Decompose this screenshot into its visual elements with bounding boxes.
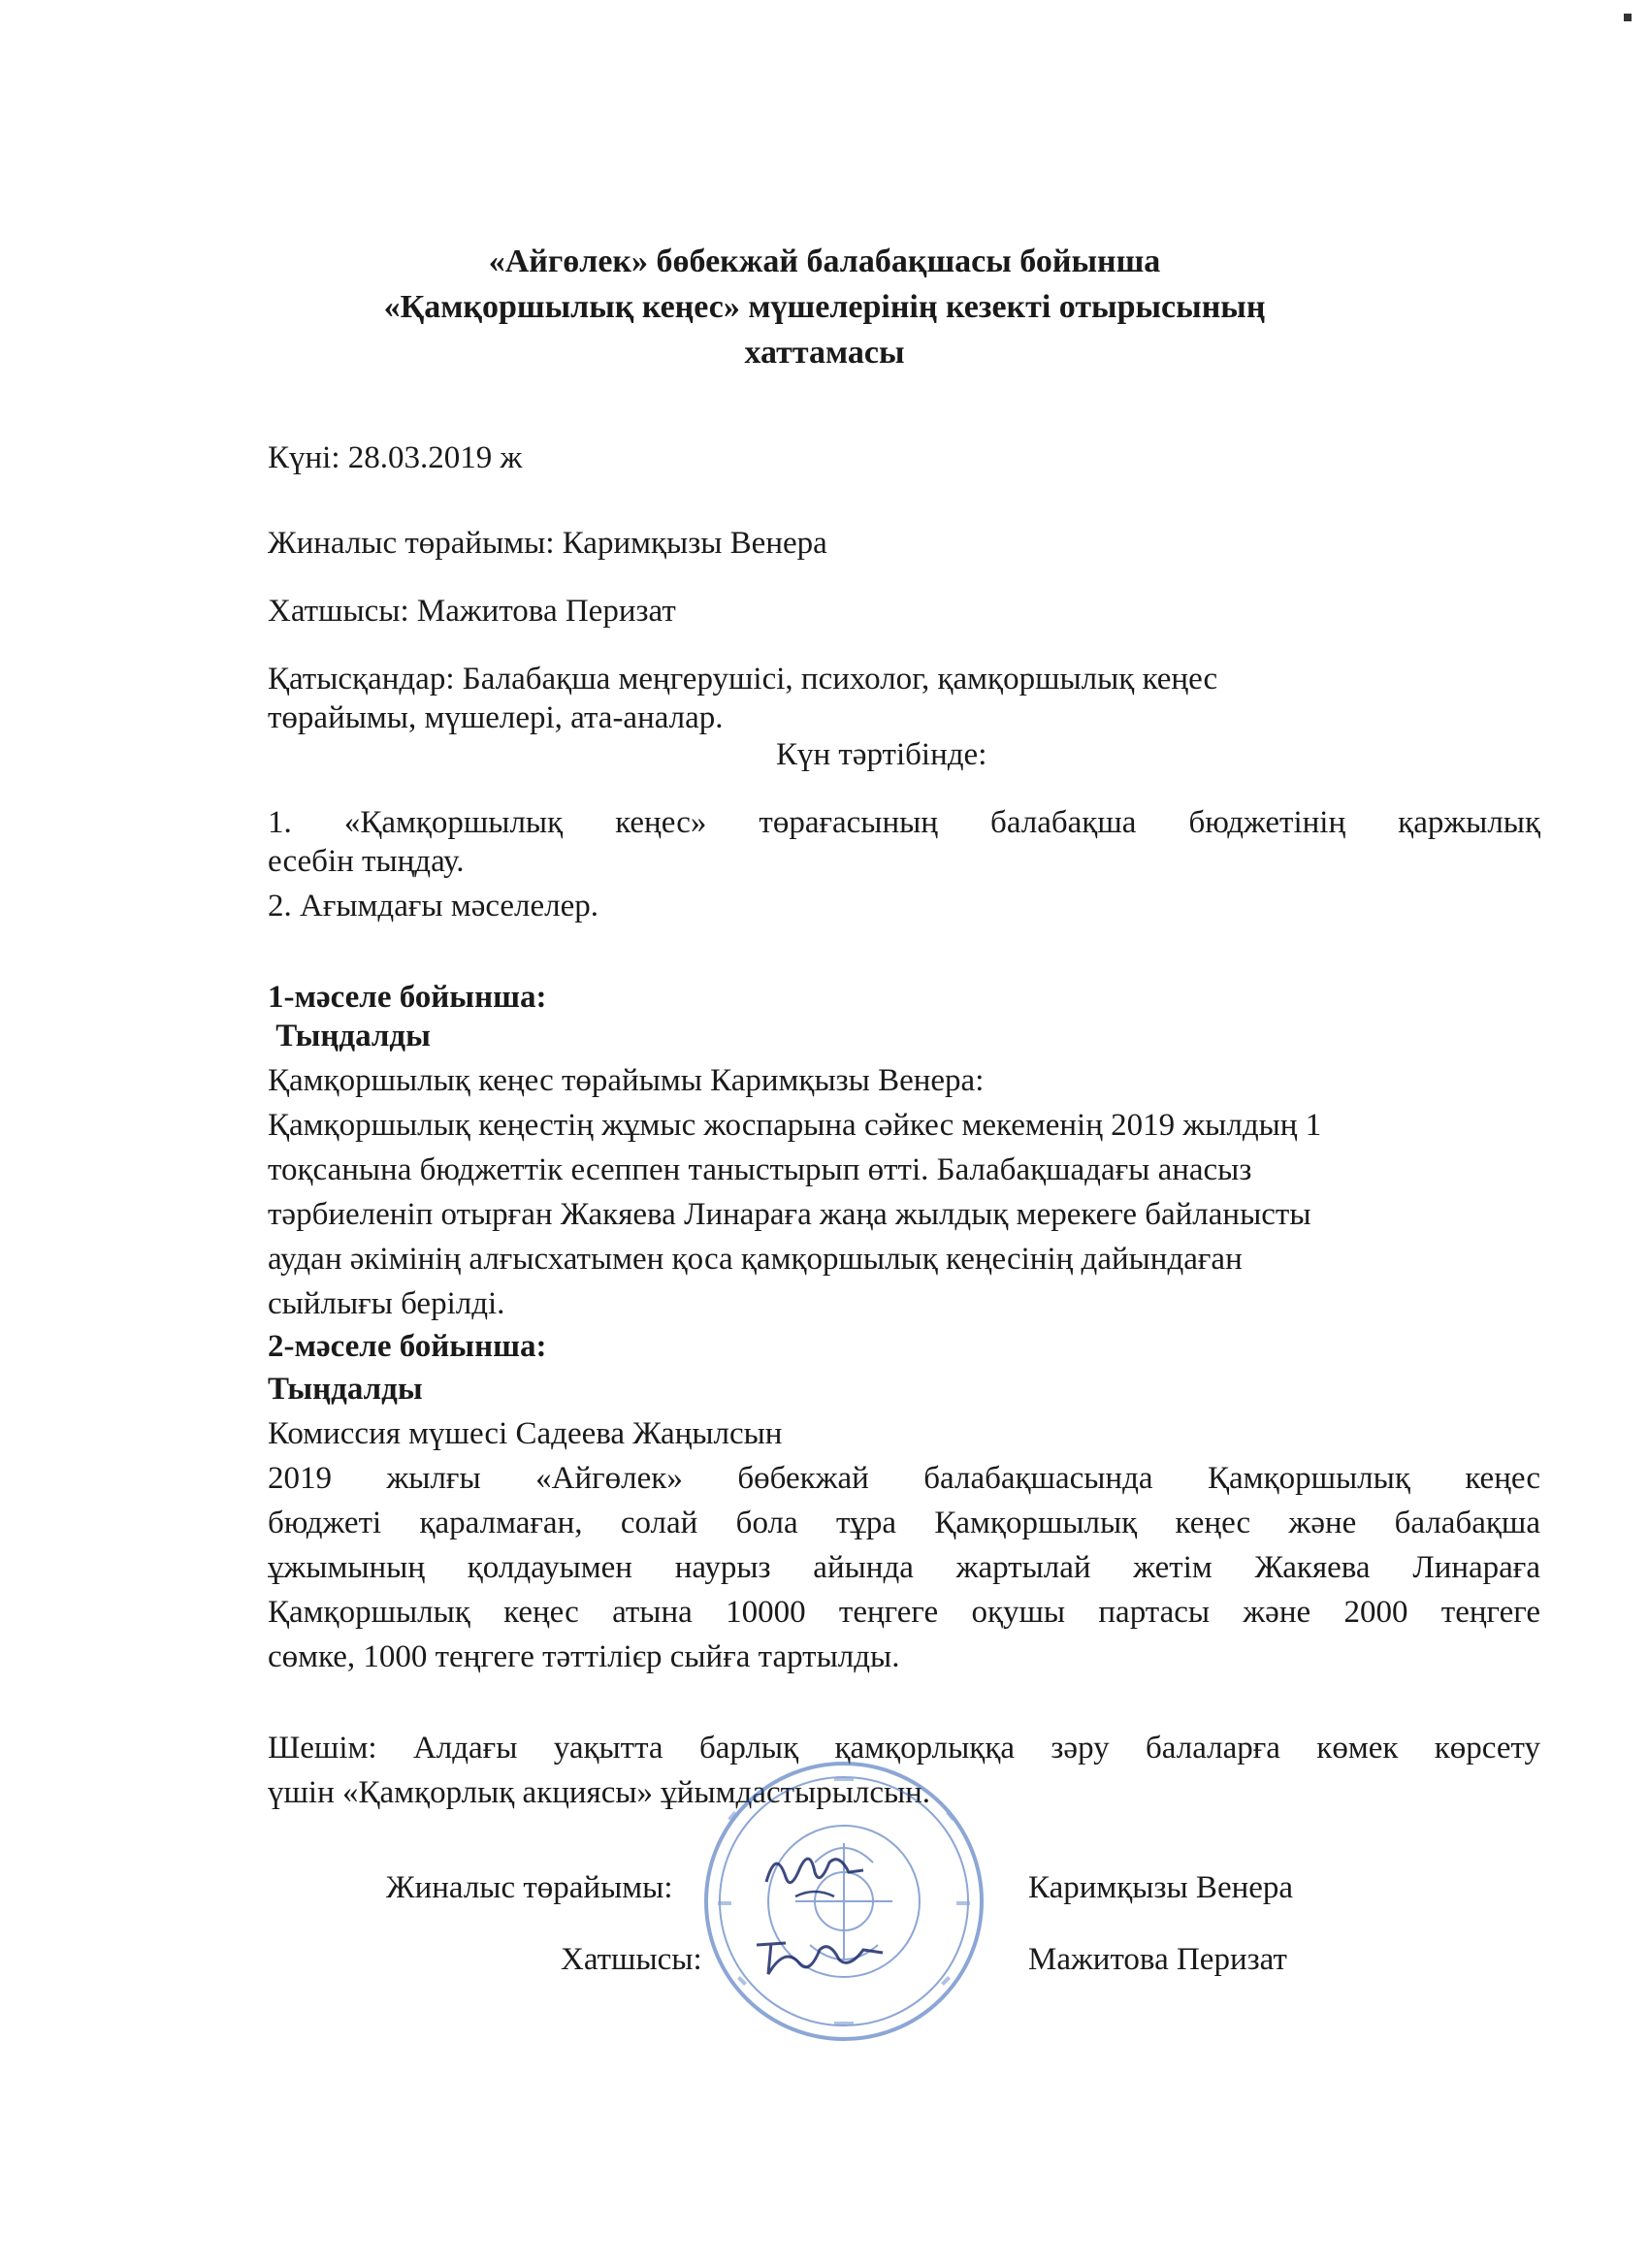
scan-mark (1624, 14, 1632, 21)
decision-line-2: үшін «Қамқорлық акциясы» ұйымдастырылсын. (268, 1775, 931, 1810)
agenda-item-2: 2. Ағымдағы мәселелер. (268, 889, 599, 923)
signature-secretary-name: Мажитова Перизат (1028, 1942, 1287, 1977)
issue-1-heading: 1-мәселе бойынша: (268, 980, 547, 1015)
issue-1-text-line: Қамқоршылық кеңестің жұмыс жоспарына сәйкес мекеменің 2019 жылдың 1 (268, 1108, 1322, 1143)
secretary-signature-mark (747, 1926, 892, 1984)
agenda-item-1-line-1: 1. «Қамқоршылық кеңес» төрағасының балабақша бюджетінің қаржылық (268, 805, 1540, 840)
issue-2-listened: Тыңдалды (268, 1372, 423, 1407)
title-line-2: «Қамқоршылық кеңес» мүшелерінің кезекті отырысының (383, 289, 1266, 325)
title-line-1: «Айгөлек» бөбекжай балабақшасы бойынша (488, 243, 1161, 279)
attendees-line-2: төрайымы, мүшелері, ата-аналар. (268, 700, 724, 735)
agenda-heading: Күн тәртібінде: (776, 737, 987, 772)
issue-1-speaker: Қамқоршылық кеңес төрайымы Каримқызы Венера: (268, 1063, 985, 1098)
meeting-date: Күні: 28.03.2019 ж (268, 440, 523, 475)
issue-2-speaker: Комиссия мүшесі Садеева Жаңылсын (268, 1416, 783, 1451)
signature-chair-label: Жиналыс төрайымы: (386, 1870, 673, 1905)
meeting-secretary: Хатшысы: Мажитова Перизат (268, 594, 676, 629)
attendees-line-1: Қатысқандар: Балабақша меңгерушісі, психолог, қамқоршылық кеңес (268, 662, 1218, 697)
issue-2-text-line: ұжымының қолдауымен наурыз айында жартылай жетім Жакяева Линараға (268, 1550, 1540, 1585)
issue-2-heading: 2-мәселе бойынша: (268, 1329, 547, 1364)
issue-1-text-line: аудан әкімінің алғысхатымен қоса қамқоршылық кеңесінің дайындаған (268, 1242, 1243, 1277)
signature-secretary-label: Хатшысы: (561, 1942, 702, 1977)
issue-2-text-line: бюджеті қаралмаған, солай бола тұра Қамқоршылық кеңес және балабақша (268, 1506, 1540, 1540)
issue-2-text-line: 2019 жылғы «Айгөлек» бөбекжай балабақшасында Қамқоршылық кеңес (268, 1461, 1540, 1496)
decision-line-1: Шешім: Алдағы уақытта барлық қамқорлыққа зәру балаларға көмек көрсету (268, 1731, 1540, 1766)
title-line-3: хаттамасы (744, 335, 905, 371)
meeting-chair: Жиналыс төрайымы: Каримқызы Венера (268, 526, 827, 561)
issue-1-listened: Тыңдалды (268, 1019, 431, 1053)
issue-2-text-line: Қамқоршылық кеңес атына 10000 теңгеге оқушы партасы және 2000 теңгеге (268, 1595, 1540, 1630)
issue-1-text-line: тоқсанына бюджеттік есеппен таныстырып өтті. Балабақшадағы анасыз (268, 1152, 1252, 1187)
signature-chair-name: Каримқызы Венера (1028, 1870, 1294, 1905)
issue-1-text-line: тәрбиеленіп отырған Жакяева Линараға жаңа жылдық мерекеге байланысты (268, 1197, 1311, 1232)
issue-2-text-line: сөмке, 1000 теңгеге тәттілієр сыйға тартылды. (268, 1639, 900, 1674)
chair-signature-mark (757, 1843, 873, 1911)
agenda-item-1-line-2: есебін тыңдау. (268, 844, 465, 879)
issue-1-text-line: сыйлығы берілді. (268, 1286, 505, 1321)
